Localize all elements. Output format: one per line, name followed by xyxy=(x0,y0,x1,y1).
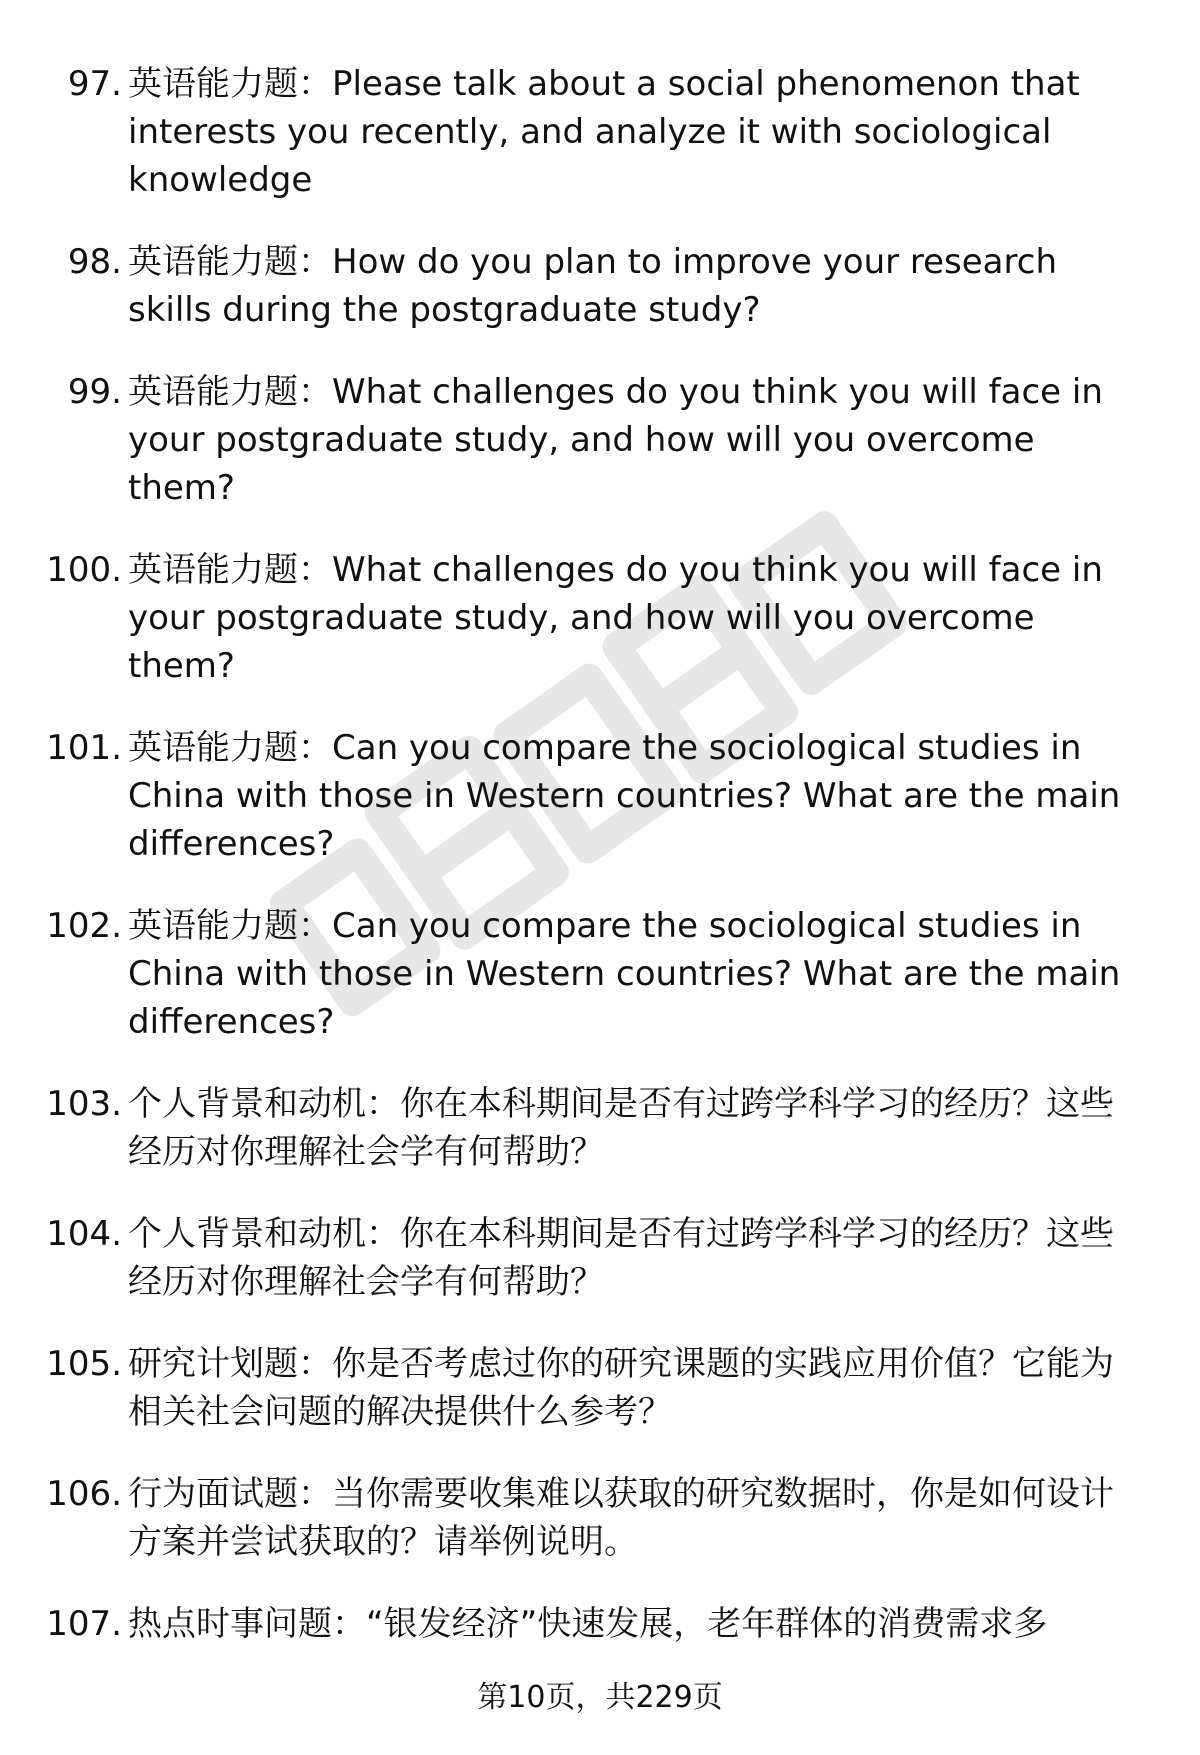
page-footer: 第10页，共229页 xyxy=(477,1680,723,1715)
question-text: 英语能力题：Can you compare the sociological studies in China with those in Western countries? What are the main differences? xyxy=(128,728,1121,864)
question-item xyxy=(0,902,1200,1046)
question-item xyxy=(0,546,1200,690)
question-text: 英语能力题：Can you compare the sociological studies in China with those in Western countries? What are the main differences? xyxy=(128,906,1121,1042)
question-text: 个人背景和动机：你在本科期间是否有过跨学科学习的经历？这些经历对你理解社会学有何帮助？ xyxy=(128,1084,1114,1172)
question-text: 热点时事问题：“银发经济”快速发展，老年群体的消费需求多 xyxy=(128,1604,1048,1644)
question-number: 102. xyxy=(46,906,122,946)
question-text: 研究计划题：你是否考虑过你的研究课题的实践应用价值？它能为相关社会问题的解决提供什么参考？ xyxy=(128,1344,1114,1432)
question-number: 99. xyxy=(67,372,122,412)
question-number: 100. xyxy=(46,550,122,590)
question-number: 103. xyxy=(46,1084,122,1124)
question-item xyxy=(0,368,1200,512)
question-item xyxy=(0,1210,1200,1306)
question-item xyxy=(0,1600,1200,1648)
question-item xyxy=(0,1340,1200,1436)
question-item xyxy=(0,1080,1200,1176)
question-item xyxy=(0,1470,1200,1566)
question-text: 英语能力题：What challenges do you think you will face in your postgraduate study, and how will you overcome them? xyxy=(128,550,1103,686)
question-number: 107. xyxy=(46,1604,122,1644)
question-text: 行为面试题：当你需要收集难以获取的研究数据时，你是如何设计方案并尝试获取的？请举例说明。 xyxy=(128,1474,1114,1562)
question-number: 97. xyxy=(67,64,122,104)
question-text: 英语能力题：Please talk about a social phenomenon that interests you recently, and analyze it with sociological knowledge xyxy=(128,64,1080,200)
question-number: 106. xyxy=(46,1474,122,1514)
question-text: 个人背景和动机：你在本科期间是否有过跨学科学习的经历？这些经历对你理解社会学有何帮助？ xyxy=(128,1214,1114,1302)
question-number: 104. xyxy=(46,1214,122,1254)
question-text: 英语能力题：What challenges do you think you will face in your postgraduate study, and how will you overcome them? xyxy=(128,372,1103,508)
question-item xyxy=(0,238,1200,334)
question-item xyxy=(0,724,1200,868)
question-number: 98. xyxy=(67,242,122,282)
question-text: 英语能力题：How do you plan to improve your research skills during the postgraduate study? xyxy=(128,242,1057,330)
question-item xyxy=(0,60,1200,204)
question-number: 101. xyxy=(46,728,122,768)
question-list xyxy=(0,60,1200,1682)
question-number: 105. xyxy=(46,1344,122,1384)
